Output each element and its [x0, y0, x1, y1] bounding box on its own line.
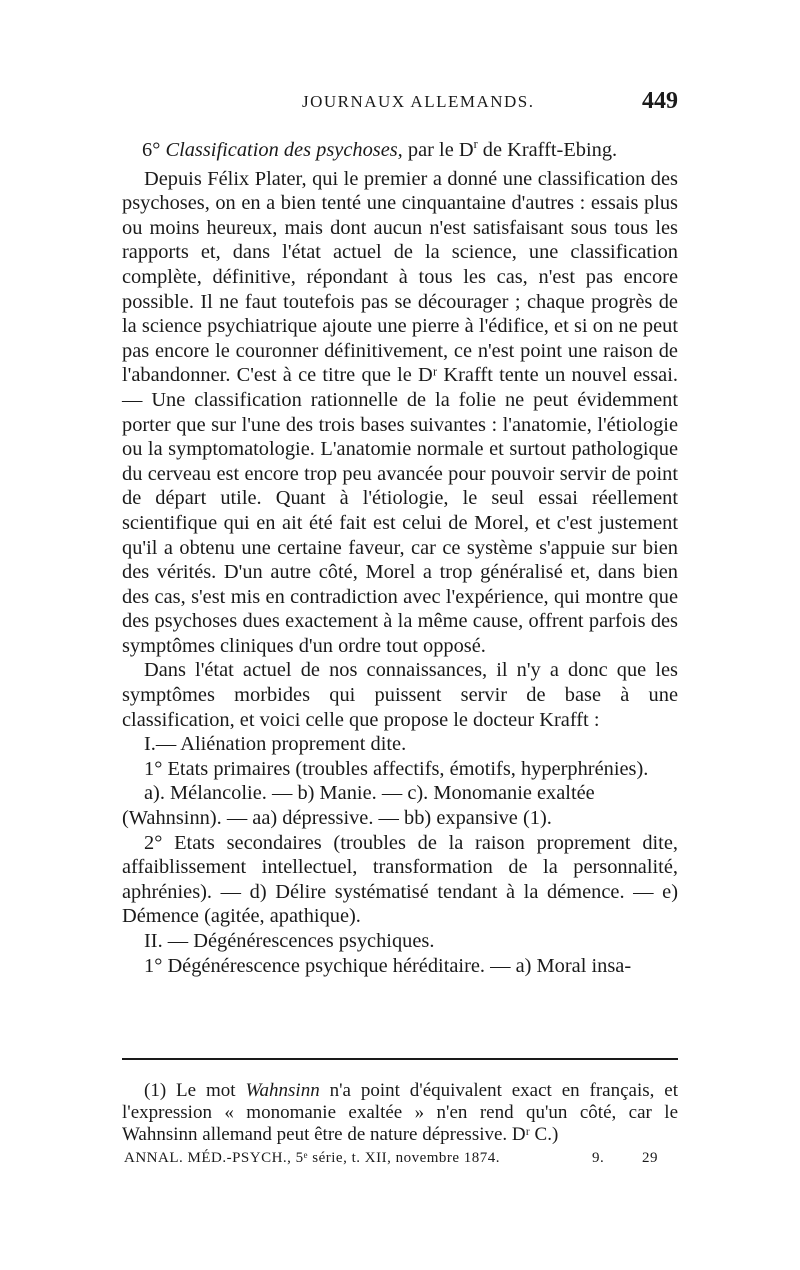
running-title: JOURNAUX ALLEMANDS.	[302, 92, 535, 111]
list-item-I: I.— Aliénation proprement dite.	[144, 733, 407, 756]
footnote-divider	[122, 1058, 678, 1060]
section-author-prefix: par le D	[407, 139, 474, 161]
signature-journal: ANNAL. MÉD.-PSYCH., 5ᵉ série, t. XII, novembre 1874.	[124, 1150, 501, 1166]
page-header	[122, 88, 678, 122]
footnote-text	[122, 1080, 678, 1146]
section-number: 6°	[142, 139, 161, 161]
section-heading	[122, 138, 678, 163]
subtype-b: — b) Manie.	[271, 782, 377, 805]
section-title: Classification des psychoses,	[165, 139, 403, 161]
signature-sheet: 9.	[592, 1150, 605, 1166]
signature-sheet-number: 29	[642, 1150, 658, 1166]
paragraph-1: Depuis Félix Plater, qui le premier a donné une classification des psychoses, on en a bien tenté une cinquantaine d'autres : essais plus ou moins heureux, mais dont aucun n'est satisfaisant sous tous les rapports et, dans l'état actuel de la science, une classification complète, définitive, répondant à tous les cas, n'est pas encore possible. Il ne faut toutefois pas se décourager ; chaque progrès de la science psychiatrique ajoute une pierre à l'édifice, et si on ne peut pas encore le couronner définitivement, ce n'est point une raison de l'abandonner. C'est à ce titre que le Dʳ Krafft tente un nouvel essai. — Une classification rationnelle de la folie ne peut évidemment porter que sur l'une des trois bases suivantes : l'anatomie, l'étiologie ou la symptomatologie. L'anatomie normale et surtout pathologique du cerveau est encore trop peu avancée pour pouvoir servir de point de départ utile. Quant à l'étiologie, le seul essai réellement scientifique qui en ait été fait est celui de Morel, et c'est justement qu'il a obtenu une certaine faveur, car ce système s'appuie sur bien des vérités. D'un autre côté, Morel a trop généralisé et, dans bien des cas, s'est mis en contradiction avec l'expérience, qui montre que des psychoses dues exactement à la même cause, offrent parfois des symptômes cliniques d'un ordre tout opposé.	[122, 167, 678, 657]
list-item-1-subtypes-cont: (Wahnsinn). — aa) dépressive. — bb) expansive (1).	[122, 807, 552, 830]
article-body	[122, 138, 678, 978]
subtype-c: — c). Monomanie exaltée	[381, 782, 595, 805]
footnote-marker: (1)	[144, 1080, 167, 1101]
list-item-II: II. — Dégénérescences psychiques.	[144, 930, 435, 952]
subtype-a: a). Mélancolie.	[144, 782, 267, 805]
list-item-II-1: 1° Dégénérescence psychique héréditaire. — a) Moral insa-	[144, 954, 632, 977]
footnote	[122, 1080, 678, 1146]
paragraph-2: Dans l'état actuel de nos connaissances, il n'y a donc que les symptômes morbides qui puissent servir de base à une classification, et voici celle que propose le docteur Krafft :	[122, 659, 678, 731]
page-number: 449	[642, 88, 678, 114]
list-item-1: 1° Etats primaires (troubles affectifs, émotifs, hyperphrénies).	[144, 757, 649, 780]
footnote-term: Wahnsinn	[245, 1080, 320, 1101]
section-author-sup: r	[473, 137, 478, 152]
list-item-2: 2° Etats secondaires (troubles de la raison proprement dite, affaiblissement intellectuel, transformation de la personnalité, aphrénies). — d) Délire systématisé tendant à la démence. — e) Démence (agitée, apathique).	[122, 831, 678, 928]
list-item-1-subtypes	[122, 781, 678, 806]
section-author-name: de Krafft-Ebing.	[482, 139, 618, 161]
footnote-text-before: Le mot	[176, 1080, 236, 1101]
footnote-text-after: n'a point d'équivalent exact en français, et l'expression « monomanie exaltée » n'en rend qu'un côté, car le Wahnsinn allemand peut être de nature dépressive. Dʳ C.)	[122, 1080, 679, 1145]
